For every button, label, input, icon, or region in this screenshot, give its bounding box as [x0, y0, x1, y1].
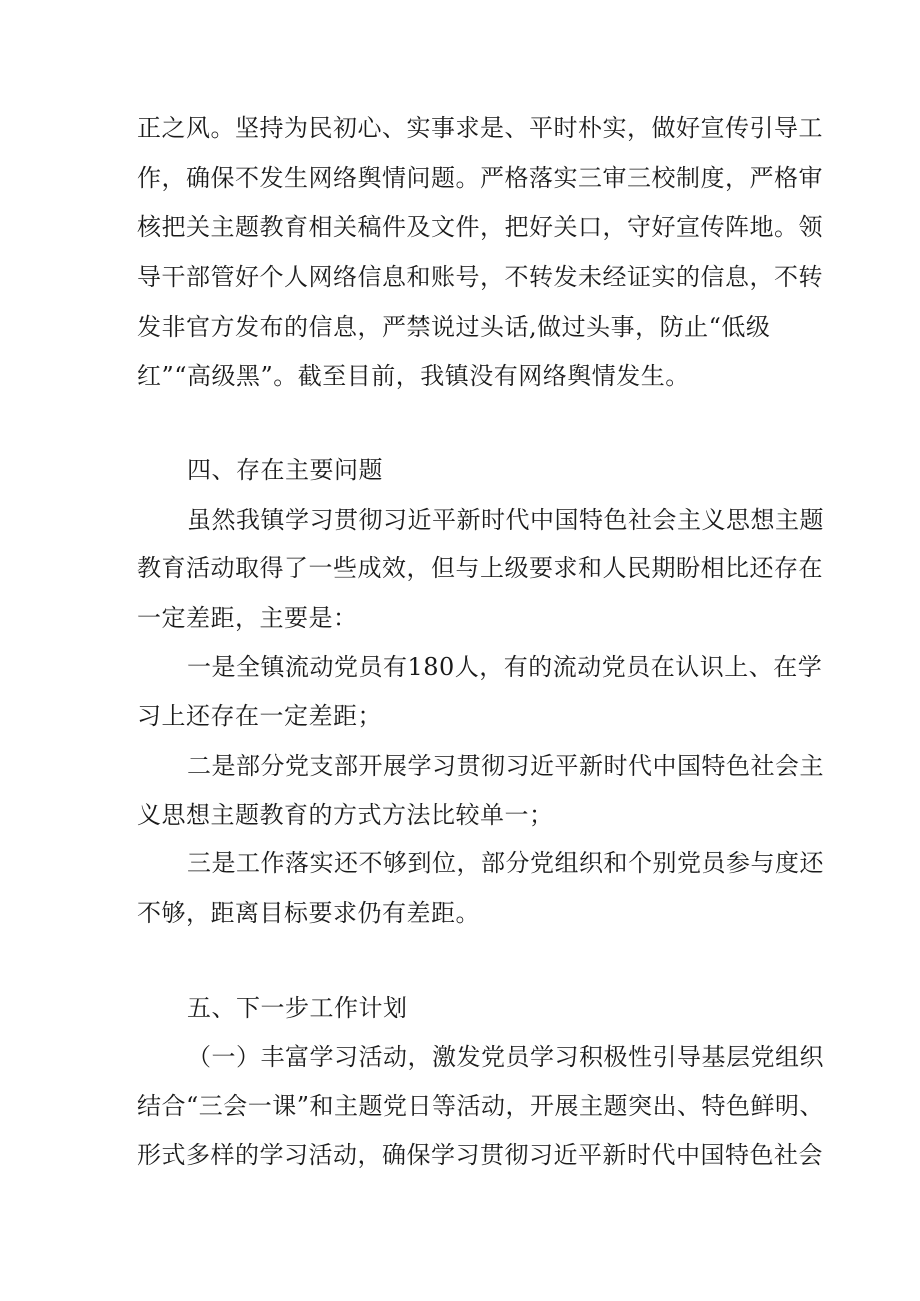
text-line: 形式多样的学习活动，确保学习贯彻习近平新时代中国特色社会: [137, 1141, 823, 1169]
text-line: 结合“三会一课”和主题党日等活动，开展主题突出、特色鲜明、: [137, 1092, 825, 1120]
text-line: 作，确保不发生网络舆情问题。严格落实三审三校制度，严格审: [137, 164, 823, 192]
text-line: 二是部分党支部开展学习贯彻习近平新时代中国特色社会主: [187, 752, 824, 780]
text-line: 虽然我镇学习贯彻习近平新时代中国特色社会主义思想主题: [187, 506, 824, 534]
text-line: 一是全镇流动党员有180人，有的流动党员在认识上、在学: [187, 653, 823, 681]
text-line: 正之风。坚持为民初心、实事求是、平时朴实，做好宣传引导工: [137, 114, 823, 142]
text-line: 一定差距，主要是：: [137, 604, 358, 632]
text-line: 导干部管好个人网络信息和账号，不转发未经证实的信息，不转: [137, 263, 823, 291]
text-line: 红”“高级黑”。截至目前，我镇没有网络舆情发生。: [137, 362, 690, 390]
text-line: 教育活动取得了一些成效，但与上级要求和人民期盼相比还存在: [137, 554, 823, 582]
text-line: 义思想主题教育的方式方法比较单一；: [137, 801, 554, 829]
text-line: 三是工作落实还不够到位，部分党组织和个别党员参与度还: [187, 849, 824, 877]
text-line: 核把关主题教育相关稿件及文件，把好关口，守好宣传阵地。领: [137, 213, 823, 241]
text-line: 不够，距离目标要求仍有差距。: [137, 899, 480, 927]
text-line: （一）丰富学习活动，激发党员学习积极性引导基层党组织: [187, 1043, 824, 1071]
section-heading: 五、下一步工作计划: [187, 994, 408, 1022]
text-line: 习上还存在一定差距；: [137, 702, 382, 730]
section-heading: 四、存在主要问题: [187, 456, 383, 484]
text-line: 发非官方发布的信息，严禁说过头话,做过头事，防止“低级: [137, 313, 771, 341]
